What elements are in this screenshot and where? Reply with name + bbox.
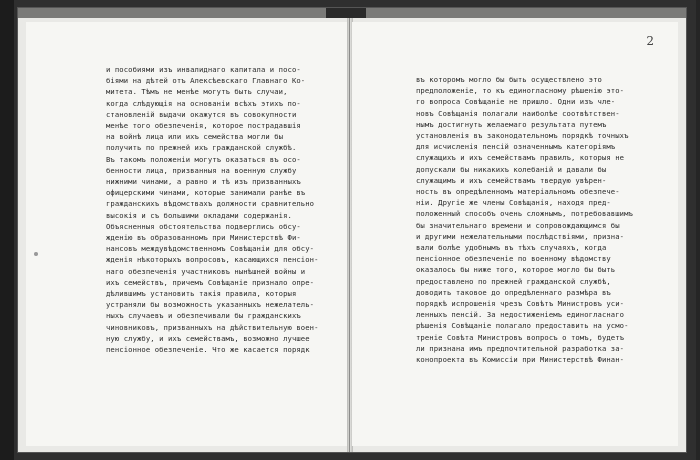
- scan-top-border: [18, 8, 686, 18]
- text-line: чиновниковъ, призванныхъ на дѣйствительную воен-: [106, 322, 319, 332]
- text-line: получить по прежней ихъ гражданской службѣ.: [106, 143, 297, 153]
- text-line: ленныхъ пенсій. За недостиженіемъ единогласнаго: [416, 310, 625, 320]
- text-line: конопроекта въ Комиссіи при Министерствѣ Финан-: [416, 355, 625, 365]
- page-number: 2: [646, 34, 654, 48]
- text-line: пенсіонное обезпеченіе по военному вѣдомству: [416, 254, 611, 264]
- text-line: устраняли бы возможность указанныхъ нежелатель-: [106, 300, 315, 310]
- text-line: ихъ семействъ, причемъ Совѣщаніе признало опре-: [106, 277, 315, 287]
- text-line: вали болѣе удобнымъ въ тѣхъ случаяхъ, когда: [416, 243, 607, 253]
- text-line: нансовъ междувѣдомственномъ Совѣщаніи для обсу-: [106, 244, 315, 254]
- text-line: го вопроса Совѣщаніе не пришло. Одни изъ чле-: [416, 97, 616, 107]
- text-line: доводить таковое до опредѣленнаго размѣра въ: [416, 287, 611, 297]
- text-line: предоставлено по прежней гражданской службѣ,: [416, 276, 611, 286]
- punch-hole-icon: [34, 252, 38, 256]
- text-line: и другими нежелательными послѣдствіями, призна-: [416, 231, 625, 241]
- text-line: когда слѣдующія на основаніи всѣхъ этихъ по-: [106, 98, 301, 108]
- text-line: митета. Тѣмъ не менѣе могутъ быть случаи,: [106, 87, 288, 97]
- text-line: высокія и съ большими окладами содержанія.: [106, 210, 292, 220]
- text-line: положенный способъ очень сложнымъ, потребовавшимъ: [416, 209, 633, 219]
- text-line: установленія въ законодательномъ порядкѣ точныхъ: [416, 131, 629, 141]
- viewer-scrollbar[interactable]: [696, 0, 700, 460]
- left-page: [26, 22, 348, 446]
- text-line: ніи. Другіе же члены Совѣщанія, находя пред-: [416, 198, 611, 208]
- text-line: въ которомъ могло бы быть осуществлено это: [416, 75, 602, 84]
- text-line: ную службу, и ихъ семействамъ, возможно лучшее: [106, 333, 310, 343]
- text-line: бенности лица, призванныя на военную службу: [106, 165, 297, 175]
- text-line: Въ такомъ положеніи могутъ оказаться въ осо-: [106, 154, 301, 164]
- text-line: треніе Совѣта Министровъ вопросъ о томъ, будетъ: [416, 332, 625, 342]
- text-line: порядкѣ испрошенія чрезъ Совѣтъ Министровъ уси-: [416, 299, 625, 309]
- text-line: для исчисленія пенсій означеннымъ категоріямъ: [416, 142, 616, 152]
- text-line: служащимъ и ихъ семействамъ твердую увѣрен-: [416, 175, 607, 185]
- text-line: жденія нѣкоторыхъ вопросовъ, касающихся пенсіон-: [106, 255, 319, 265]
- text-line: біями на дѣтей отъ Алексѣевскаго Главнаго Ко-: [106, 76, 306, 86]
- right-page: [352, 22, 678, 446]
- text-line: нижними чинами, а равно и тѣ изъ призванныхъ: [106, 177, 301, 187]
- text-line: дѣлившимъ установить такія правила, которыя: [106, 289, 297, 299]
- text-line: менѣе того обезпеченія, которое пострадавшія: [106, 121, 301, 131]
- text-line: жденію въ образованномъ при Министерствѣ Фи-: [106, 233, 301, 243]
- text-line: офицерскими чинами, которые занимали ранѣе въ: [106, 188, 306, 198]
- text-line: бы значительнаго времени и сопровождающимся бы: [416, 220, 620, 230]
- gutter-fold-line: [349, 18, 350, 452]
- text-line: новъ Совѣщанія полагали наиболѣе соотвѣтствен-: [416, 108, 620, 118]
- text-line: предположеніе, то къ единогласному рѣшенію это-: [416, 86, 625, 96]
- document-spread: [18, 8, 686, 452]
- scan-clip-notch: [326, 8, 366, 18]
- left-page-text: [106, 64, 334, 355]
- text-line: становленій выдачи окажутся въ совокупности: [106, 109, 297, 119]
- right-page-text: [416, 74, 664, 365]
- text-line: ли признана имъ предпочтительной разработка за-: [416, 343, 625, 353]
- text-line: служащихъ и ихъ семействамъ правилъ, которыя не: [416, 153, 625, 163]
- text-line: ность въ опредѣленномъ матеріальномъ обезпече-: [416, 187, 620, 197]
- text-line: Объясненныя обстоятельства подверглись обсу-: [106, 221, 301, 231]
- text-line: ныхъ случаевъ и обезпечивали бы гражданскихъ: [106, 311, 301, 321]
- text-line: пенсіонное обезпеченіе. Что же касается порядк: [106, 345, 310, 355]
- text-line: гражданскихъ вѣдомствахъ должности сравнительно: [106, 199, 315, 209]
- text-line: допускали бы никакихъ колебаній и давали бы: [416, 164, 607, 174]
- text-line: нымъ достигнуть желаемаго результата путемъ: [416, 119, 607, 129]
- text-line: на войнѣ лица или ихъ семейства могли бы: [106, 132, 284, 142]
- text-line: и пособиями изъ инвалиднаго капитала и посо-: [106, 65, 301, 74]
- text-line: оказалось бы ниже того, которое могло бы быть: [416, 265, 616, 275]
- text-line: наго обезпеченія участниковъ нынѣшней войны и: [106, 266, 306, 276]
- scan-left-edge: [0, 0, 14, 460]
- text-line: рѣшенія Совѣщаніе полагало предоставить на усмо-: [416, 321, 629, 331]
